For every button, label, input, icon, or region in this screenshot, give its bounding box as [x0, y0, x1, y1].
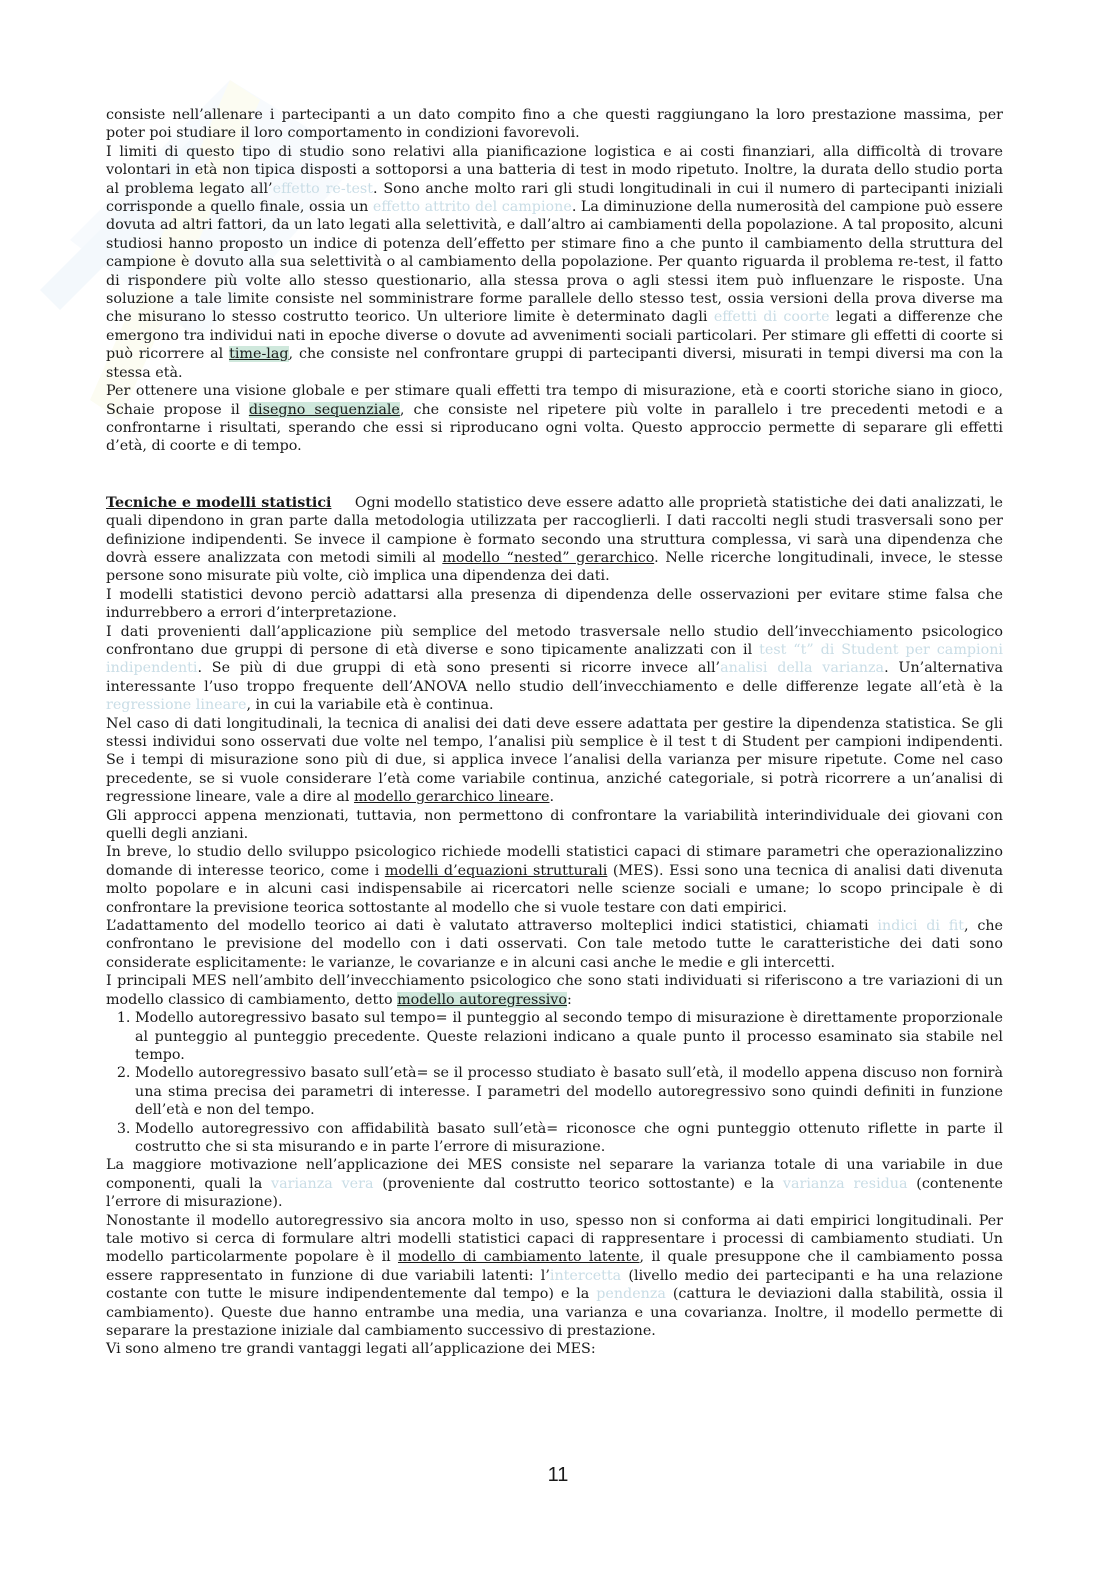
term-highlight: modello autoregressivo	[397, 991, 567, 1008]
term-link[interactable]: effetti di coorte	[713, 309, 830, 326]
paragraph: La maggiore motivazione nell’applicazione dei MES consiste nel separare la varianza totale di una variabile in due componenti, quali la varianza vera (proveniente dal costrutto teorico sottostante) e la varianza residua (contenente l’errore di misurazione).	[106, 1157, 1003, 1211]
term-highlight: disegno sequenziale	[248, 401, 400, 418]
numbered-list	[106, 1009, 1003, 1156]
term-link[interactable]: regressione lineare	[106, 697, 247, 714]
term-link[interactable]: varianza residua	[782, 1175, 908, 1192]
term-underline: modelli d’equazioni strutturali	[384, 862, 608, 879]
page-number: 11	[547, 1464, 569, 1486]
paragraph: Nonostante il modello autoregressivo sia ancora molto in uso, spesso non si conforma ai dati empirici longitudinali. Per tale motivo si cerca di formulare altri modelli statistici capaci di rappresentare i processi di cambiamento studiati. Un modello particolarmente popolare è il modello di cambiamento latente, il quale presuppone che il cambiamento possa essere rappresentato in funzione di due variabili latenti: l’intercetta (livello medio dei partecipanti e ha una relazione costante con tutte le misure indipendentemente dal tempo) e la pendenza (cattura le deviazioni dalla stabilità, ossia il cambiamento). Queste due hanno entrambe una media, una varianza e una covarianza. Inoltre, il modello permette di separare la prestazione iniziale dal cambiamento successivo di prestazione.	[106, 1212, 1003, 1339]
paragraph: I principali MES nell’ambito dell’invecchiamento psicologico che sono stati individuati si riferiscono a tre variazioni di un modello classico di cambiamento, detto modello autoregressivo:	[106, 973, 1003, 1008]
term-underline: modello gerarchico lineare	[353, 789, 550, 806]
section-title: Tecniche e modelli statistici	[106, 494, 332, 511]
term-link[interactable]: pendenza	[596, 1286, 666, 1303]
list-item: 2. Modello autoregressivo basato sull’età= se il processo studiato è basato sull’età, il modello appena discuso non fornirà una stima precisa dei parametri di interesse. I parametri del modello autoregressivo sono quindi definiti in funzione dell’età e non del tempo.	[135, 1064, 1003, 1119]
term-link[interactable]: indici di fit	[877, 918, 965, 935]
paragraph: In breve, lo studio dello sviluppo psicologico richiede modelli statistici capaci di stimare parametri che operazionalizzino domande di interesse teorico, come i modelli d’equazioni strutturali (MES). Essi sono una tecnica di analisi dati divenuta molto popolare e in alcuni casi indispensabile ai ricercatori nelle scienze sociali e umane; lo scopo principale è di confrontare la previsione teorica sottostante al modello che si vuole testare con dati empirici.	[106, 844, 1003, 916]
paragraph: Nel caso di dati longitudinali, la tecnica di analisi dei dati deve essere adattata per gestire la dipendenza statistica. Se gli stessi individui sono osservati due volte nel tempo, l’analisi più semplice è il test t di Student per campioni indipendenti. Se i tempi di misurazione sono più di due, si applica invece l’analisi della varianza per misure ripetute. Come nel caso precedente, se si vuole considerare l’età come variabile continua, anziché categoriale, si potrà ricorrere a un’analisi di regressione lineare, vale a dire al modello gerarchico lineare.	[106, 715, 1003, 806]
term-highlight: time-lag	[229, 346, 289, 363]
list-item: 3. Modello autoregressivo con affidabilità basato sull’età= riconosce che ogni punteggio ottenuto riflette in parte il costrutto che si sta misurando e in parte l’errore di misurazione.	[135, 1120, 1003, 1157]
term-link[interactable]: intercetta	[549, 1267, 622, 1284]
term-link[interactable]: effetto re-test	[272, 180, 373, 197]
paragraph: L’adattamento del modello teorico ai dati è valutato attraverso molteplici indici statistici, chiamati indici di fit, che confrontano le previsione del modello con i dati osservati. Con tale metodo tutte le caratteristiche dei dati sono considerate esplicitamente: le varianze, le covarianze e in alcuni casi anche le medie e gli intercetti.	[106, 918, 1004, 971]
paragraph: Per ottenere una visione globale e per stimare quali effetti tra tempo di misurazione, età e coorti storiche siano in gioco, Schaie propose il disegno sequenziale, che consiste nel ripetere più volte in parallelo i tre precedenti metodi e a confrontarne i risultati, sperando che essi si riproducano ogni volta. Questo approccio permette di separare gli effetti d’età, di coorte e di tempo.	[106, 383, 1004, 455]
term-underline: modello “nested” gerarchico	[442, 549, 655, 566]
term-underline: modello di cambiamento latente	[397, 1249, 640, 1266]
paragraph: I limiti di questo tipo di studio sono relativi alla pianificazione logistica e ai costi finanziari, alla difficoltà di trovare volontari in età non tipica disposti a sottoporsi a una batteria di test in modo ripetuto. Inoltre, la durata dello studio porta al problema legato all’effetto re-test. Sono anche molto rari gli studi longitudinali in cui il numero di partecipanti iniziali corrisponde a quello finale, ossia un effetto attrito del campione. La diminuzione della numerosità del campione può essere dovuta ad altri fattori, da un lato legati alla selettività, e dall’altro ai cambiamenti della popolazione. A tal proposito, alcuni studiosi hanno proposto un indice di potenza dell’effetto per stimare fino a che punto il cambiamento della struttura del campione è dovuto alla sua selettività o al cambiamento della popolazione. Per quanto riguarda il problema re-test, il fatto di rispondere più volte allo stesso questionario, alla stessa prova o agli stessi item può influenzare le risposte. Una soluzione a tale limite consiste nel somministrare forme parallele dello stesso test, ossia versioni della prova diverse ma che misurano lo stesso costrutto teorico. Un ulteriore limite è determinato dagli effetti di coorte legati a differenze che emergono tra individui nati in epoche diverse o dovute ad avvenimenti sociali particolari. Per stimare gli effetti di coorte si può ricorrere al time-lag, che consiste nel confrontare gruppi di partecipanti diversi, misurati in tempi diversi ma con la stessa età.	[106, 143, 1003, 381]
list-item: 1. Modello autoregressivo basato sul tempo= il punteggio al secondo tempo di misurazione è direttamente proporzionale al punteggio al punteggio precedente. Queste relazioni indicano a quale punto il processo esaminato sia stabile nel tempo.	[135, 1009, 1003, 1064]
document-body	[106, 106, 1008, 1359]
term-link[interactable]: analisi della varianza	[720, 660, 885, 677]
paragraph: Vi sono almeno tre grandi vantaggi legati all’applicazione dei MES:	[106, 1341, 596, 1358]
paragraph: Tecniche e modelli statistici Ogni modello statistico deve essere adatto alle proprietà statistiche dei dati analizzati, le quali dipendono in gran parte dalla metodologia utilizzata per raccoglierli. I dati raccolti negli studi trasversali sono per definizione indipendenti. Se invece il campione è formato secondo una struttura complessa, vi sarà una dipendenza che dovrà essere analizzata con metodi simili al modello “nested” gerarchico. Nelle ricerche longitudinali, invece, le stesse persone sono misurate più volte, ciò implica una dipendenza dei dati.	[106, 494, 1008, 585]
paragraph: consiste nell’allenare i partecipanti a un dato compito fino a che questi raggiungano la loro prestazione massima, per poter poi studiare il loro comportamento in condizioni favorevoli.	[106, 107, 1003, 142]
paragraph: I modelli statistici devono perciò adattarsi alla presenza di dipendenza delle osservazioni per evitare stime falsa che indurrebbero a errori d’interpretazione.	[106, 586, 1003, 622]
term-link[interactable]: varianza vera	[271, 1175, 374, 1192]
term-link[interactable]: effetto attrito del campione	[372, 199, 572, 216]
paragraph: I dati provenienti dall’applicazione più semplice del metodo trasversale nello studio dell’invecchiamento psicologico confrontano due gruppi di persone di età diverse e sono tipicamente analizzati con il test “t” di Student per campioni indipendenti. Se più di due gruppi di età sono presenti si ricorre invece all’analisi della varianza. Un’alternativa interessante l’uso troppo frequente dell’ANOVA nello studio dell’invecchiamento e delle differenze legate all’età è la regressione lineare, in cui la variabile età è continua.	[106, 623, 1003, 714]
term-link[interactable]: test “t” di Student per campioni indipendenti	[106, 641, 1003, 677]
paragraph: Gli approcci appena menzionati, tuttavia, non permettono di confrontare la variabilità interindividuale dei giovani con quelli degli anziani.	[106, 807, 1003, 843]
